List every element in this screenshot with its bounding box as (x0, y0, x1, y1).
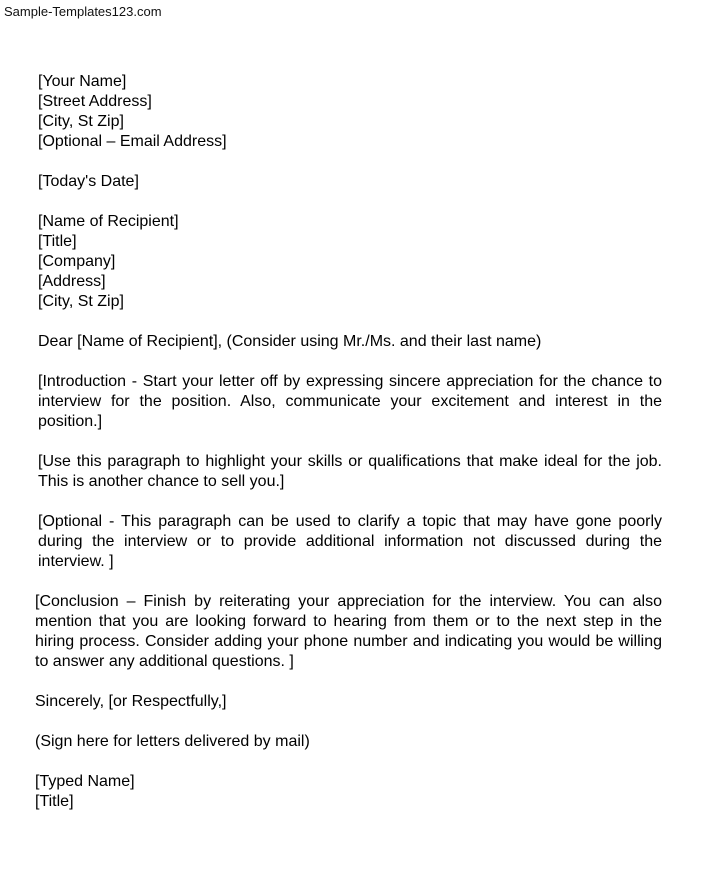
salutation (38, 332, 662, 352)
recipient-name: [Name of Recipient] (38, 213, 179, 230)
recipient-address-block (38, 212, 662, 312)
sender-name: [Your Name] (38, 73, 127, 90)
intro-paragraph: [Introduction - Start your letter off by expressing sincere appreciation for the chance to interview for the position. Also, communicate your excitement and interest in the position.] (38, 373, 662, 430)
typed-name: [Typed Name] (35, 773, 135, 790)
signature-title: [Title] (35, 793, 74, 810)
salutation-text: Dear [Name of Recipient], (Consider using Mr./Ms. and their last name) (38, 333, 542, 350)
letter-date: [Today's Date] (38, 173, 139, 190)
sender-email: [Optional – Email Address] (38, 133, 227, 150)
recipient-title: [Title] (38, 233, 77, 250)
watermark-text: Sample-Templates123.com (4, 4, 162, 19)
conclusion-paragraph: [Conclusion – Finish by reiterating your appreciation for the interview. You can also mention that you are looking forward to hearing from them or to the next step in the hiring process. Consider adding your phone number and indicating you would be willing to answer any additional questions. ] (35, 593, 662, 670)
recipient-company: [Company] (38, 253, 116, 270)
sender-street: [Street Address] (38, 93, 152, 110)
closing-text: Sincerely, [or Respectfully,] (35, 693, 227, 710)
date-line (38, 172, 662, 192)
sign-note-text: (Sign here for letters delivered by mail) (35, 733, 310, 750)
recipient-address: [Address] (38, 273, 106, 290)
recipient-city: [City, St Zip] (38, 293, 124, 310)
letter-body (35, 72, 662, 812)
skills-paragraph: [Use this paragraph to highlight your skills or qualifications that make ideal for the job. This is another chance to sell you.] (38, 453, 662, 490)
sender-address-block (38, 72, 662, 152)
closing (35, 692, 662, 712)
signature-block (35, 772, 662, 812)
optional-paragraph: [Optional - This paragraph can be used to clarify a topic that may have gone poorly during the interview or to provide additional information not discussed during the interview. ] (38, 513, 662, 570)
sign-note (35, 732, 662, 752)
sender-city: [City, St Zip] (38, 113, 124, 130)
